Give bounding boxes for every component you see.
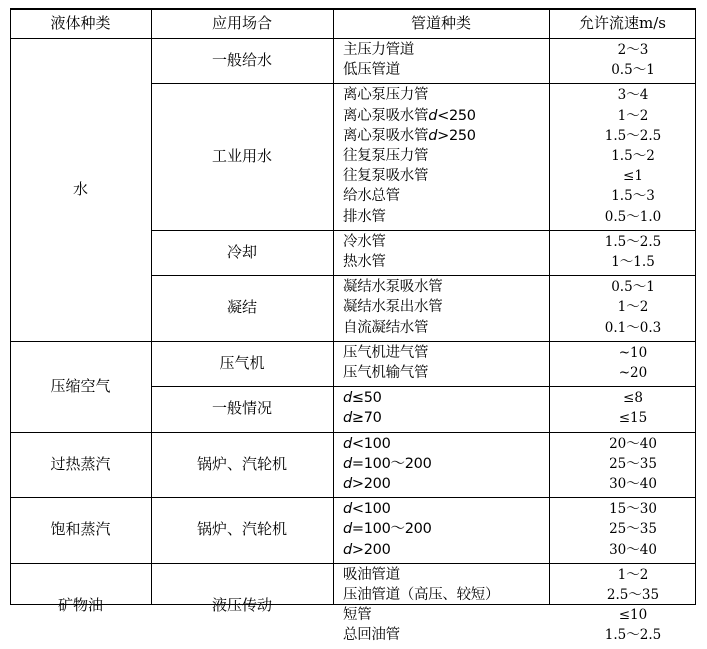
speed-cell: 30～40 [609,541,657,558]
application-cell: 锅炉、汽轮机 [196,454,287,473]
speed-cell: 1.5～2.5 [604,127,662,144]
pipe-type-cell: d<100 [343,435,391,452]
pipe-type-cell: d<100 [343,501,391,518]
pipe-type-cell: 短管 [343,607,372,624]
speed-cell: 15～30 [609,501,657,518]
pipe-type-cell: 冷水管 [343,233,386,250]
speed-cell: 0.5～1 [611,279,655,296]
speed-cell: 20～40 [609,435,657,452]
pipe-type-cell: 吸油管道 [343,566,400,583]
speed-cell: ~10 [618,344,648,361]
pipe-type-cell: d>200 [343,541,391,558]
speed-cell: 1～2 [617,566,649,583]
speed-cell: 1.5～2 [611,148,655,164]
pipe-type-cell: d≥70 [343,410,382,427]
column-divider-2 [333,8,334,605]
application-cell: 一般给水 [211,51,272,70]
speed-cell: 0.5～1 [611,62,655,79]
speed-cell: 25～35 [609,521,657,538]
fluid-type-cell: 矿物油 [57,596,103,615]
speed-cell: ≤1 [623,168,643,185]
application-cell: 一般情况 [211,399,272,418]
pipe-type-cell: 往复泵吸水管 [343,168,429,185]
header-speed: 允许流速m/s [579,13,666,32]
pipe-type-cell: 给水总管 [343,188,400,205]
speed-cell: ~20 [618,365,648,381]
pipe-type-cell: 离心泵吸水管d>250 [343,127,476,144]
pipe-type-cell: 离心泵压力管 [343,87,429,104]
flow-speed-table [10,8,696,644]
pipe-type-cell: d=100～200 [343,521,432,538]
speed-cell: 0.5～1.0 [604,208,662,225]
pipe-type-cell: d=100～200 [343,455,432,472]
speed-cell: 3～4 [617,87,649,104]
pipe-type-cell: 主压力管道 [343,42,414,58]
header-application: 应用场合 [211,13,272,32]
application-cell: 压气机 [219,353,265,372]
speed-cell: 2.5～35 [606,587,660,603]
fluid-type-cell: 水 [72,179,88,198]
pipe-type-cell: 自流凝结水管 [343,319,429,336]
speed-cell: ≤10 [618,607,648,624]
pipe-type-cell: 热水管 [343,254,386,270]
pipe-type-cell: 总回油管 [343,627,400,644]
application-cell: 锅炉、汽轮机 [196,520,287,539]
speed-cell: ≤15 [618,410,648,427]
pipe-type-cell: 往复泵压力管 [343,148,429,164]
application-cell: 凝结 [226,298,257,317]
pipe-type-cell: 压油管道（高压、较短） [343,587,500,603]
pipe-type-cell: 离心泵吸水管d<250 [343,107,476,124]
fluid-type-cell: 饱和蒸汽 [50,520,111,539]
speed-cell: 1～2 [617,107,649,124]
speed-cell: 1～2 [617,299,649,316]
pipe-type-cell: 凝结水泵出水管 [343,299,443,316]
speed-cell: 30～40 [609,476,657,492]
speed-cell: 25～35 [609,455,657,472]
pipe-type-cell: 压气机输气管 [343,365,429,381]
fluid-type-cell: 压缩空气 [50,376,111,395]
speed-cell: 1～1.5 [611,254,655,270]
speed-cell: 0.1～0.3 [604,319,662,336]
application-cell: 冷却 [226,242,257,261]
pipe-type-cell: 凝结水泵吸水管 [343,279,443,296]
pipe-type-cell: d≤50 [343,390,382,407]
speed-cell: 2～3 [617,42,649,58]
application-cell: 液压传动 [211,596,272,615]
speed-cell: ≤8 [623,390,643,407]
column-divider-3 [549,8,550,605]
pipe-type-cell: d>200 [343,476,391,492]
header-fluid: 液体种类 [50,13,111,32]
speed-cell: 1.5～2.5 [604,627,662,644]
speed-cell: 1.5～2.5 [604,233,662,250]
pipe-type-cell: 压气机进气管 [343,344,429,361]
application-cell: 工业用水 [211,147,272,166]
fluid-type-cell: 过热蒸汽 [50,454,111,473]
pipe-type-cell: 排水管 [343,208,386,225]
header-pipe: 管道种类 [410,13,471,32]
speed-cell: 1.5～3 [611,188,655,205]
pipe-type-cell: 低压管道 [343,62,400,79]
